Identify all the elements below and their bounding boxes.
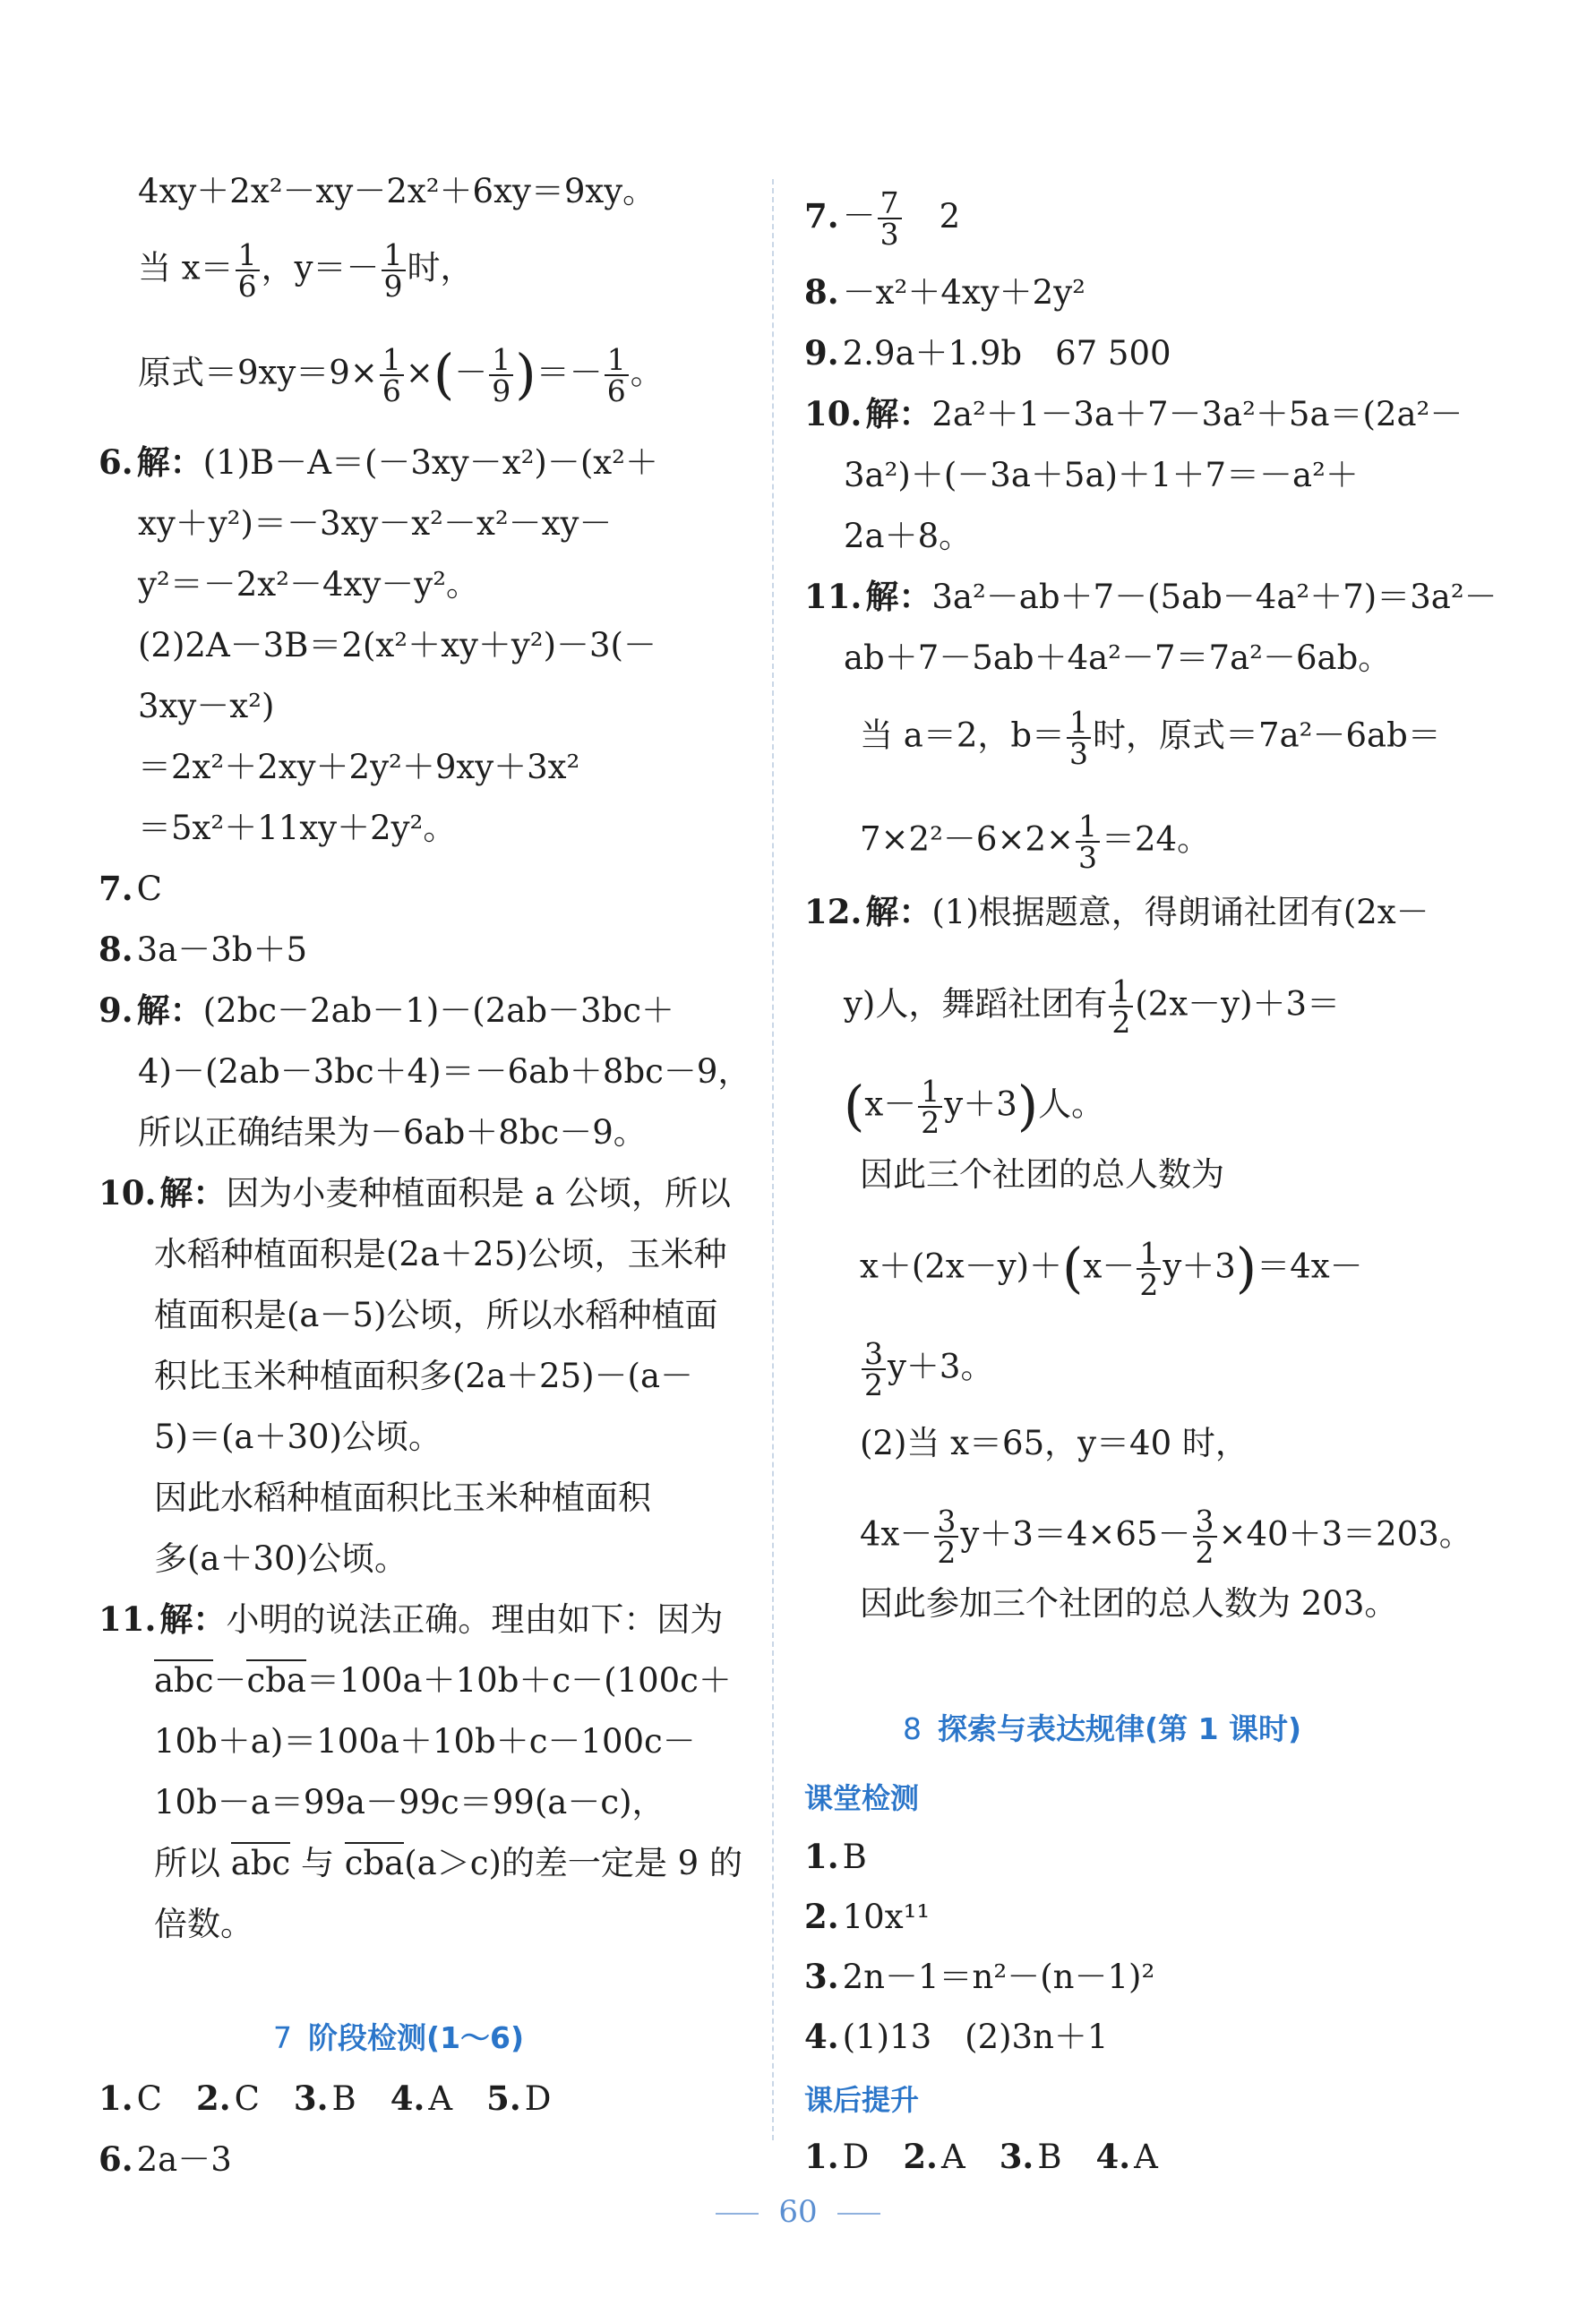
question-r12: 12. 解：(1)根据题意，得朗诵社团有(2x－ (804, 892, 1429, 931)
paren-close: ) (1235, 1237, 1257, 1300)
fraction-three-halves: $\frac{3}{2}$ (862, 1339, 886, 1400)
question-r8: 8. －x²＋4xy＋2y² (804, 272, 1085, 312)
section-7-answers (99, 2078, 743, 2118)
question-r11: 11. 解：3a²－ab＋7－(5ab－4a²＋7)＝3a²－ (804, 577, 1497, 616)
fraction-one-ninth: $\frac{1}{9}$ (489, 345, 513, 406)
answer-item: 3. B (999, 2137, 1062, 2176)
question-r12-line: 4x－ $\frac{3}{2}$ y＋3＝4×65－ $\frac{3}{2}$ ×40＋3＝203。 (860, 1504, 1472, 1570)
answer-item: 5. D (486, 2078, 552, 2118)
paren-open: ( (844, 1075, 865, 1138)
question-10-line: 水稻种植面积是(2a＋25)公顷，玉米种 (154, 1235, 727, 1273)
question-6-line: y²＝－2x²－4xy－y²。 (138, 565, 480, 604)
answer-item: 3. B (293, 2078, 356, 2118)
section-7-heading: 7 阶段检测(1～6) (273, 2020, 525, 2055)
fraction-one-sixth: $\frac{1}{6}$ (236, 240, 260, 301)
question-10-line: 多(a＋30)公顷。 (154, 1539, 408, 1578)
overline-abc: abc (230, 1844, 291, 1882)
question-r11-line: 当 a＝2，b＝ $\frac{1}{3}$ 时，原式＝7a²－6ab＝ (860, 705, 1441, 771)
answer-item: 1. D (804, 2137, 870, 2176)
question-6-line: (2)2A－3B＝2(x²＋xy＋y²)－3(－ (138, 626, 656, 664)
question-6-line: 3xy－x²) (138, 687, 275, 725)
fraction-one-half: $\frac{1}{2}$ (1137, 1238, 1161, 1299)
question-6-line: ＝5x²＋11xy＋2y²。 (138, 809, 457, 847)
question-6: 6. 解：(1)B－A＝(－3xy－x²)－(x²＋ (99, 442, 658, 482)
question-r12-line: (x－ $\frac{1}{2}$ y＋3)人。 (844, 1074, 1105, 1140)
question-r10-line: 2a＋8。 (844, 517, 973, 555)
question-r11-line: ab＋7－5ab＋4a²－7＝7a²－6ab。 (844, 639, 1392, 677)
question-r12-line: 因此参加三个社团的总人数为 203。 (860, 1584, 1398, 1623)
answer-item: 2. C (195, 2078, 260, 2118)
paren-open: ( (433, 343, 455, 407)
question-6-line: ＝2x²＋2xy＋2y²＋9xy＋3x² (138, 748, 580, 786)
question-r11-line: 7×2²－6×2× $\frac{1}{3}$ ＝24。 (860, 809, 1211, 875)
question-r12-line: $\frac{3}{2}$ y＋3。 (860, 1339, 1458, 1400)
page-number-dash (837, 2213, 880, 2215)
question-8: 8. 3a－3b＋5 (99, 930, 308, 969)
fraction-one-sixth: $\frac{1}{6}$ (380, 345, 404, 406)
fraction-one-ninth: $\frac{1}{9}$ (382, 240, 406, 301)
paren-open: ( (1062, 1237, 1084, 1300)
line-result: 原式＝9xy＝9× $\frac{1}{6}$ ×(－ $\frac{1}{9}$ )＝－ $\frac{1}{6}$ 。 (138, 342, 664, 408)
column-divider (772, 179, 774, 2140)
paren-close: ) (515, 343, 536, 407)
s8-question-3: 3. 2n－1＝n²－(n－1)² (804, 1957, 1155, 1996)
fraction-one-third: $\frac{1}{3}$ (1076, 811, 1100, 872)
s8-question-1: 1. B (804, 1837, 867, 1876)
answer-item: 1. C (99, 2078, 162, 2118)
question-10-line: 积比玉米种植面积多(2a＋25)－(a－ (154, 1357, 694, 1395)
answer-item: 4. A (390, 2078, 453, 2118)
question-11-line: 所以 abc 与 cba(a＞c)的差一定是 9 的 (154, 1844, 742, 1882)
line-continued-expression: 4xy＋2x²－xy－2x²＋6xy＝9xy。 (138, 172, 656, 210)
question-r9: 9. 2.9a＋1.9b 67 500 (804, 333, 1171, 373)
s8-question-4: 4. (1)13 (2)3n＋1 (804, 2017, 1109, 2056)
subheading-after-class-improve: 课后提升 (804, 2083, 920, 2117)
question-10-line: 5)＝(a＋30)公顷。 (154, 1418, 442, 1456)
line-substitution: 当 x＝ $\frac{1}{6}$ ，y＝－ $\frac{1}{9}$ 时， (138, 237, 474, 304)
paren-close: ) (1017, 1075, 1039, 1138)
question-r7: 7. － $\frac{7}{3}$ 2 (804, 185, 961, 252)
fraction-one-sixth: $\frac{1}{6}$ (605, 345, 629, 406)
fraction-seven-thirds: $\frac{7}{3}$ (878, 188, 902, 249)
subheading-in-class-check: 课堂检测 (804, 1781, 920, 1815)
overline-cba: cba (246, 1661, 306, 1700)
section-8-heading: 8 探索与表达规律(第 1 课时) (903, 1711, 1302, 1746)
page-number-dash (716, 2213, 759, 2215)
question-7: 7. C (99, 869, 162, 908)
question-r12-line: x＋(2x－y)＋(x－ $\frac{1}{2}$ y＋3)＝4x－ (860, 1236, 1363, 1302)
question-r10: 10. 解：2a²＋1－3a＋7－3a²＋5a＝(2a²－ (804, 394, 1463, 433)
question-11: 11. 解：小明的说法正确。理由如下：因为 (99, 1599, 724, 1639)
question-10-line: 因此水稻种植面积比玉米种植面积 (154, 1478, 651, 1517)
fraction-three-halves: $\frac{3}{2}$ (1193, 1506, 1217, 1567)
answer-item: 4. A (1095, 2137, 1158, 2176)
question-9-line: 所以正确结果为－6ab＋8bc－9。 (138, 1113, 647, 1152)
question-10-line: 植面积是(a－5)公顷，所以水稻种植面 (154, 1296, 718, 1334)
overline-cba: cba (344, 1844, 405, 1882)
question-11-line: 倍数。 (154, 1905, 253, 1943)
question-9: 9. 解：(2bc－2ab－1)－(2ab－3bc＋ (99, 990, 674, 1030)
question-9-line: 4)－(2ab－3bc＋4)＝－6ab＋8bc－9， (138, 1052, 751, 1091)
question-11-line: 10b－a＝99a－99c＝99(a－c)， (154, 1783, 665, 1821)
fraction-one-third: $\frac{1}{3}$ (1067, 707, 1091, 768)
question-10: 10. 解：因为小麦种植面积是 a 公顷，所以 (99, 1173, 731, 1213)
question-r12-line: (2)当 x＝65，y＝40 时， (860, 1424, 1248, 1462)
s8-after-class-answers (804, 2137, 1458, 2176)
fraction-one-half: $\frac{1}{2}$ (1109, 976, 1133, 1037)
question-11-line: 10b＋a)＝100a＋10b＋c－100c－ (154, 1722, 696, 1761)
answer-item: 2. A (903, 2137, 965, 2176)
section-7-question-6: 6. 2a－3 (99, 2139, 232, 2179)
question-6-line: xy＋y²)＝－3xy－x²－x²－xy－ (138, 504, 613, 543)
question-r10-line: 3a²)＋(－3a＋5a)＋1＋7＝－a²＋ (844, 456, 1359, 494)
overline-abc: abc (154, 1661, 214, 1700)
page-number: 60 (0, 2194, 1596, 2230)
question-r12-line: 因此三个社团的总人数为 (860, 1155, 1224, 1194)
fraction-one-half: $\frac{1}{2}$ (918, 1076, 942, 1137)
question-r12-line: y)人，舞蹈社团有 $\frac{1}{2}$ (2x－y)＋3＝ (844, 973, 1341, 1040)
fraction-three-halves: $\frac{3}{2}$ (934, 1506, 958, 1567)
question-11-line: abc－cba＝100a＋10b＋c－(100c＋ (154, 1661, 732, 1700)
s8-question-2: 2. 10x¹¹ (804, 1897, 931, 1936)
